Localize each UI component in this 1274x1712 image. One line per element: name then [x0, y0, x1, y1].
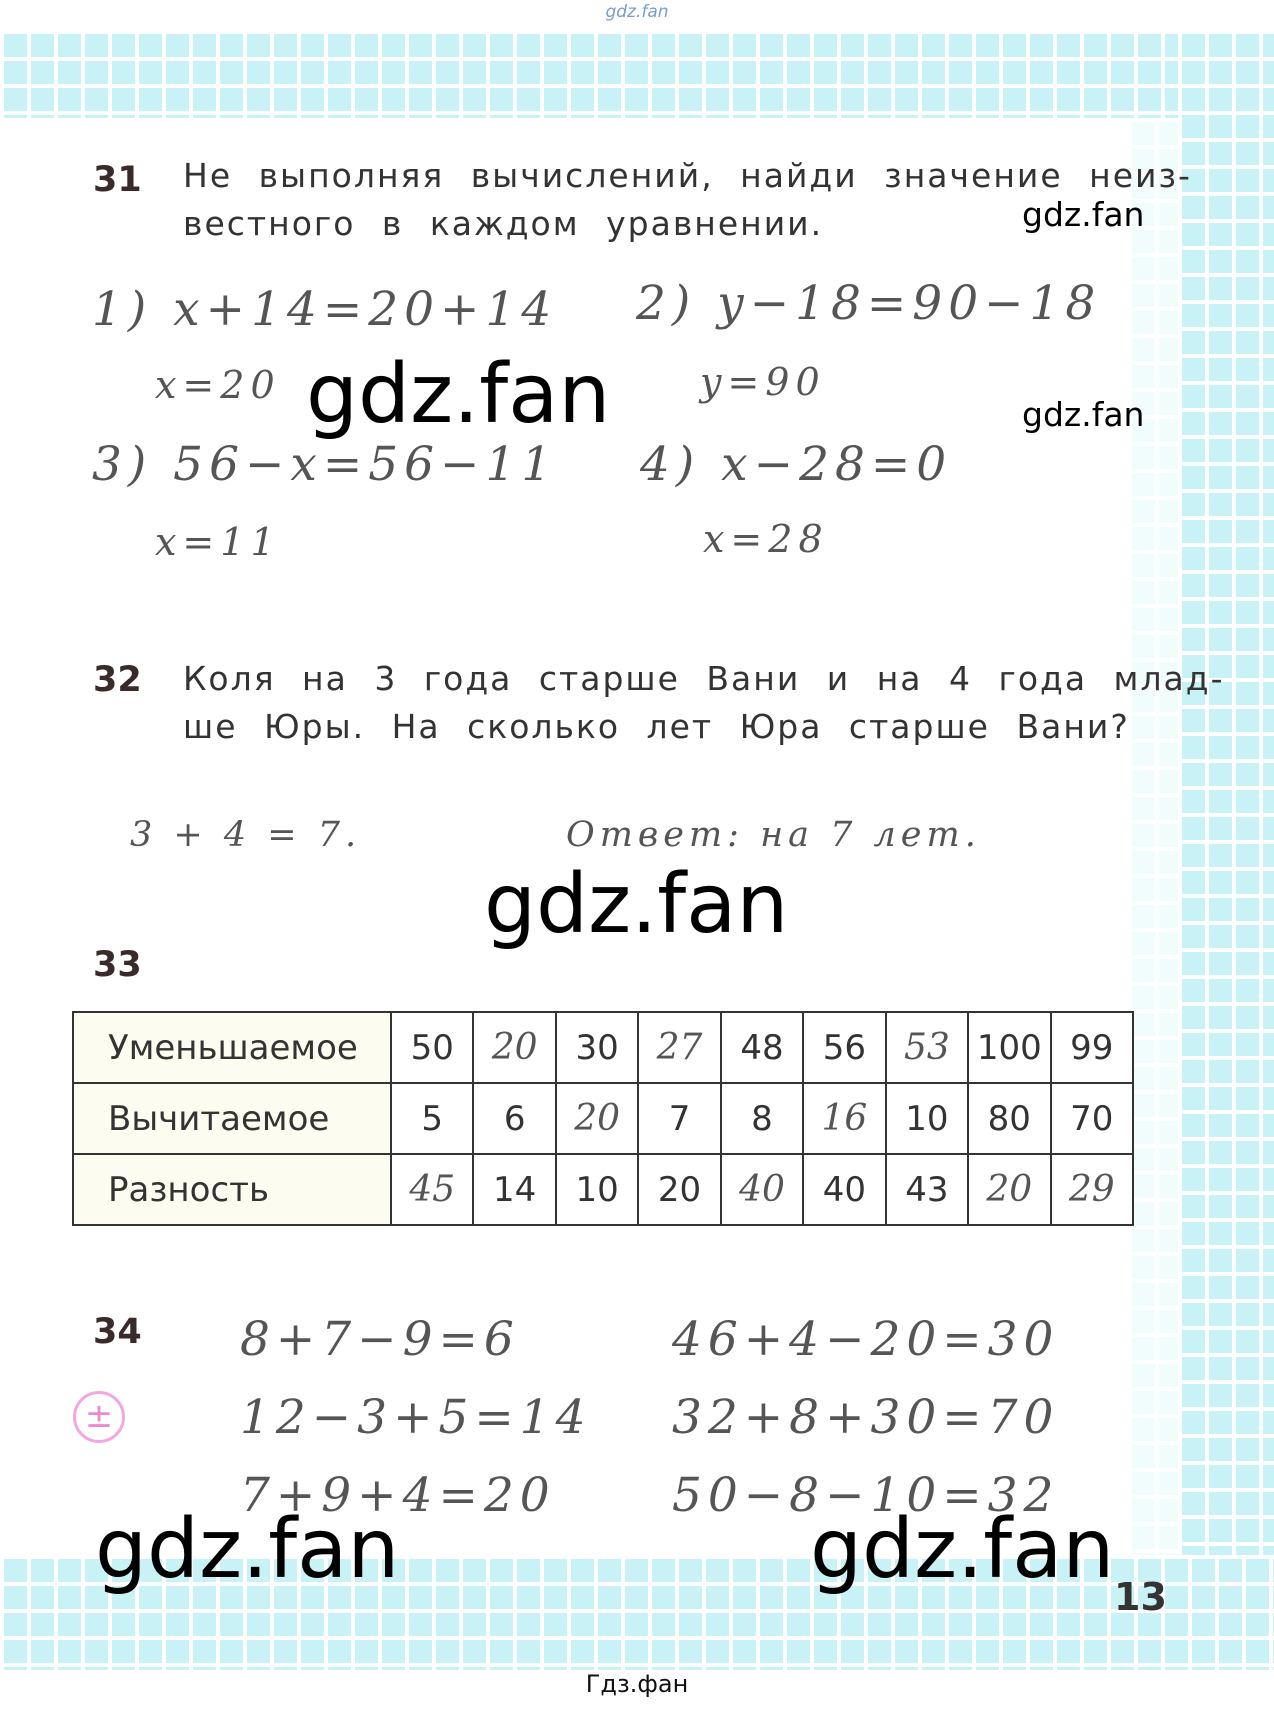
table-cell: 16 [803, 1083, 885, 1154]
table-cell: 20 [968, 1154, 1050, 1225]
table-cell: 29 [1051, 1154, 1134, 1225]
task-34-left-2: 12−3+5=14 [240, 1390, 592, 1445]
table-cell: 80 [968, 1083, 1050, 1154]
decorative-grid-right [1178, 30, 1274, 1670]
table-cell: 100 [968, 1012, 1050, 1083]
table-cell: 56 [803, 1012, 885, 1083]
table-cell: 99 [1051, 1012, 1134, 1083]
table-cell: 48 [721, 1012, 803, 1083]
table-cell: 14 [473, 1154, 555, 1225]
task-32-number: 32 [93, 660, 142, 700]
table-cell: 50 [391, 1012, 473, 1083]
watermark-small-2: gdz.fan [1022, 395, 1145, 434]
table-cell: 40 [721, 1154, 803, 1225]
table-cell: 40 [803, 1154, 885, 1225]
task-32-text-line1: Коля на 3 года старше Вани и на 4 года млад- [183, 659, 1225, 698]
table-cell: 45 [391, 1154, 473, 1225]
watermark-big-1: gdz.fan [306, 347, 611, 442]
table-cell: 8 [721, 1083, 803, 1154]
task-31-equation-2: 2) y−18=90−18 [636, 276, 1102, 331]
table-row [73, 1012, 1133, 1083]
watermark-big-4: gdz.fan [810, 1502, 1115, 1597]
page-number: 13 [1114, 1575, 1167, 1619]
task-31-number: 31 [93, 160, 142, 200]
table-cell: 70 [1051, 1083, 1134, 1154]
table-cell: 5 [391, 1083, 473, 1154]
table-cell: 27 [638, 1012, 720, 1083]
task-31-equation-4: 4) x−28=0 [640, 437, 953, 492]
table-cell: 6 [473, 1083, 555, 1154]
table-cell: 20 [556, 1083, 638, 1154]
task-34-right-3: 50−8−10=32 [672, 1468, 1060, 1523]
task-31-equation-3: 3) 56−x=56−11 [92, 437, 558, 492]
watermark-small-1: gdz.fan [1022, 195, 1145, 234]
plus-minus-icon: ± [73, 1391, 125, 1443]
task-32-text-line2: ше Юры. На сколько лет Юра старше Вани? [183, 707, 1130, 746]
decorative-grid-right-light [1128, 118, 1178, 1558]
table-row-label: Разность [73, 1154, 391, 1225]
table-cell: 7 [638, 1083, 720, 1154]
task-32-solution: 3 + 4 = 7. [130, 815, 362, 855]
task-31-answer-2: y=90 [700, 360, 826, 404]
footer-watermark: Гдз.фан [585, 1670, 689, 1698]
task-32-answer: Ответ: на 7 лет. [566, 815, 981, 855]
task-31-answer-3: x=11 [155, 520, 281, 564]
decorative-grid-top [0, 30, 1274, 118]
task-31-answer-1: x=20 [155, 363, 281, 407]
table-cell: 30 [556, 1012, 638, 1083]
top-watermark: gdz.fan [605, 2, 669, 22]
task-31-text-line1: Не выполняя вычислений, найди значение неиз- [183, 156, 1192, 195]
table-cell: 43 [886, 1154, 968, 1225]
table-row [73, 1154, 1133, 1225]
table-row-label: Вычитаемое [73, 1083, 391, 1154]
table-cell: 10 [886, 1083, 968, 1154]
task-31-equation-1: 1) x+14=20+14 [92, 282, 558, 337]
watermark-big-2: gdz.fan [484, 857, 789, 952]
table-cell: 10 [556, 1154, 638, 1225]
table-row-label: Уменьшаемое [73, 1012, 391, 1083]
task-34-number: 34 [93, 1312, 142, 1352]
table-cell: 20 [638, 1154, 720, 1225]
table-cell: 20 [473, 1012, 555, 1083]
task-33-number: 33 [93, 945, 142, 985]
task-34-left-1: 8+7−9=6 [240, 1312, 520, 1367]
table-cell: 53 [886, 1012, 968, 1083]
watermark-big-3: gdz.fan [95, 1502, 400, 1597]
task-34-right-1: 46+4−20=30 [672, 1312, 1060, 1367]
task-31-text-line2: вестного в каждом уравнении. [183, 204, 824, 243]
task-34-left-3: 7+9+4=20 [240, 1468, 556, 1523]
task-34-right-2: 32+8+30=70 [672, 1390, 1060, 1445]
task-31-answer-4: x=28 [703, 517, 829, 561]
subtraction-table [72, 1011, 1134, 1226]
table-row [73, 1083, 1133, 1154]
